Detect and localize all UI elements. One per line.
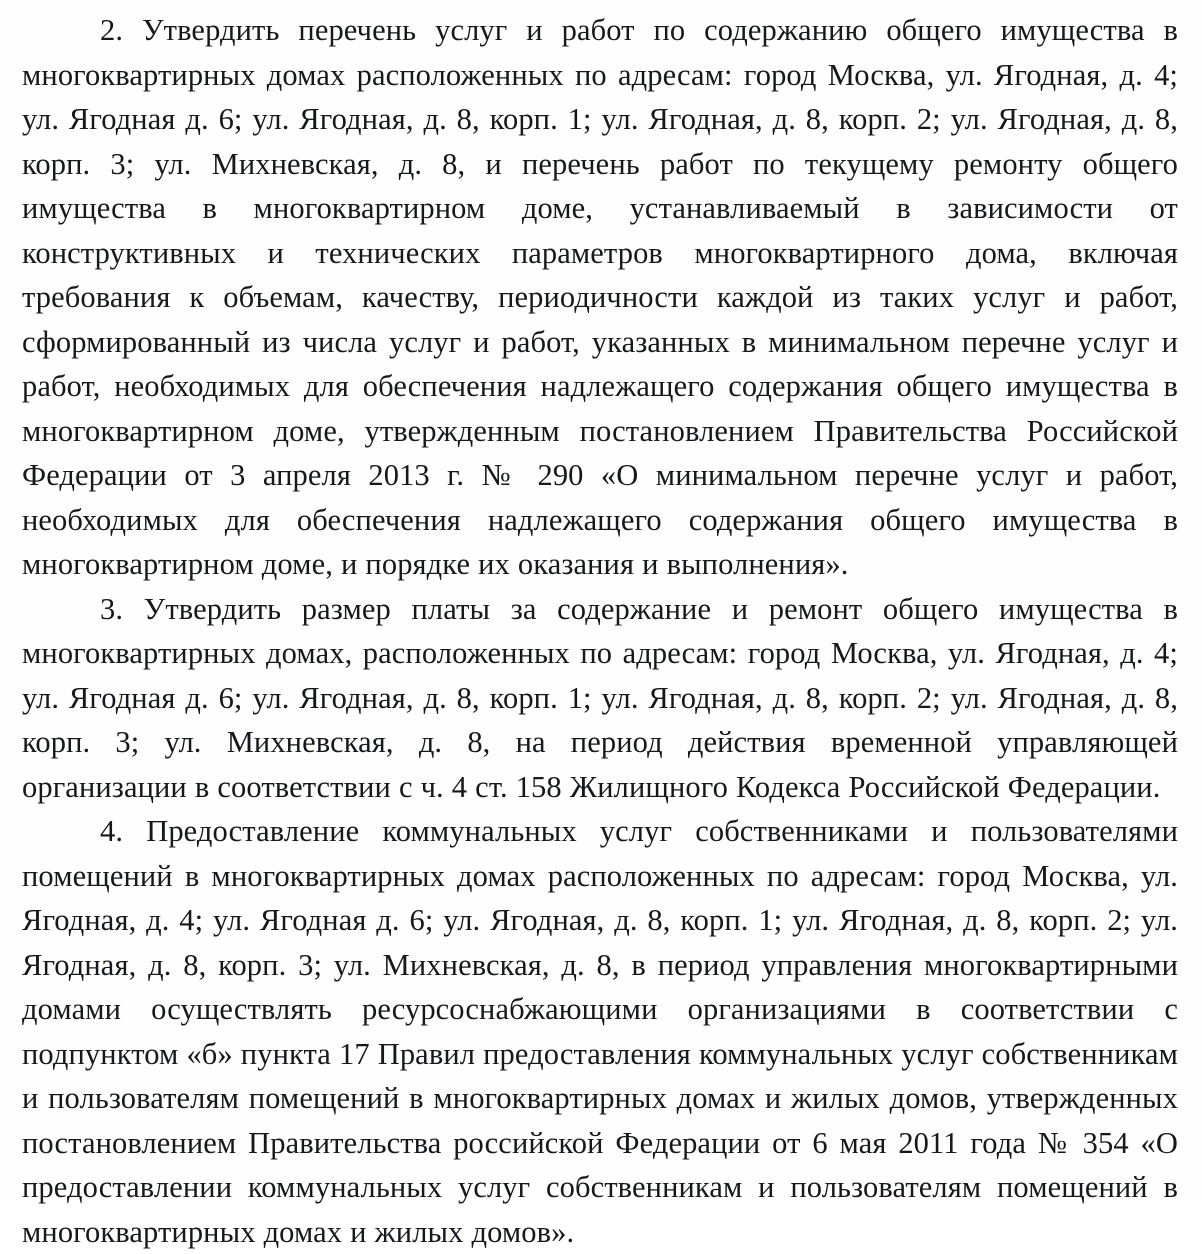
- paragraph-item-3: 3. Утвердить размер платы за содержание и ремонт общего имущества в многоквартирных домах, расположенных по адресам: город Москва, ул. Ягодная, д. 4; ул. Ягодная д. 6; ул. Ягодная, д. 8, корп. 1; ул. Ягодная, д. 8, корп. 2; ул. Ягодная, д. 8, корп. 3; ул. Михневская, д. 8, на период действия временной управляющей организации в соответствии с ч. 4 ст. 158 Жилищного Кодекса Российской Федерации.: [22, 591, 1178, 804]
- document-body: [22, 8, 1178, 1254]
- paragraph-item-4: 4. Предоставление коммунальных услуг собственниками и пользователями помещений в многоквартирных домах расположенных по адресам: город Москва, ул. Ягодная, д. 4; ул. Ягодная д. 6; ул. Ягодная, д. 8, корп. 1; ул. Ягодная, д. 8, корп. 2; ул. Ягодная, д. 8, корп. 3; ул. Михневская, д. 8, в период управления многоквартирными домами осуществлять ресурсоснабжающими организациями в соответствии с подпунктом «б» пункта 17 Правил предоставления коммунальных услуг собственникам и пользователям помещений в многоквартирных домах и жилых домов, утвержденных постановлением Правительства российской Федерации от 6 мая 2011 года № 354 «О предоставлении коммунальных услуг собственникам и пользователям помещений в многоквартирных домах и жилых домов».: [22, 814, 1178, 1249]
- paragraph-item-2: 2. Утвердить перечень услуг и работ по содержанию общего имущества в многоквартирных домах расположенных по адресам: город Москва, ул. Ягодная, д. 4; ул. Ягодная д. 6; ул. Ягодная, д. 8, корп. 1; ул. Ягодная, д. 8, корп. 2; ул. Ягодная, д. 8, корп. 3; ул. Михневская, д. 8, и перечень работ по текущему ремонту общего имущества в многоквартирном доме, устанавливаемый в зависимости от конструктивных и технических параметров многоквартирного дома, включая требования к объемам, качеству, периодичности каждой из таких услуг и работ, сформированный из числа услуг и работ, указанных в минимальном перечне услуг и работ, необходимых для обеспечения надлежащего содержания общего имущества в многоквартирном доме, утвержденным постановлением Правительства Российской Федерации от 3 апреля 2013 г. № 290 «О минимальном перечне услуг и работ, необходимых для обеспечения надлежащего содержания общего имущества в многоквартирном доме, и порядке их оказания и выполнения».: [22, 13, 1178, 581]
